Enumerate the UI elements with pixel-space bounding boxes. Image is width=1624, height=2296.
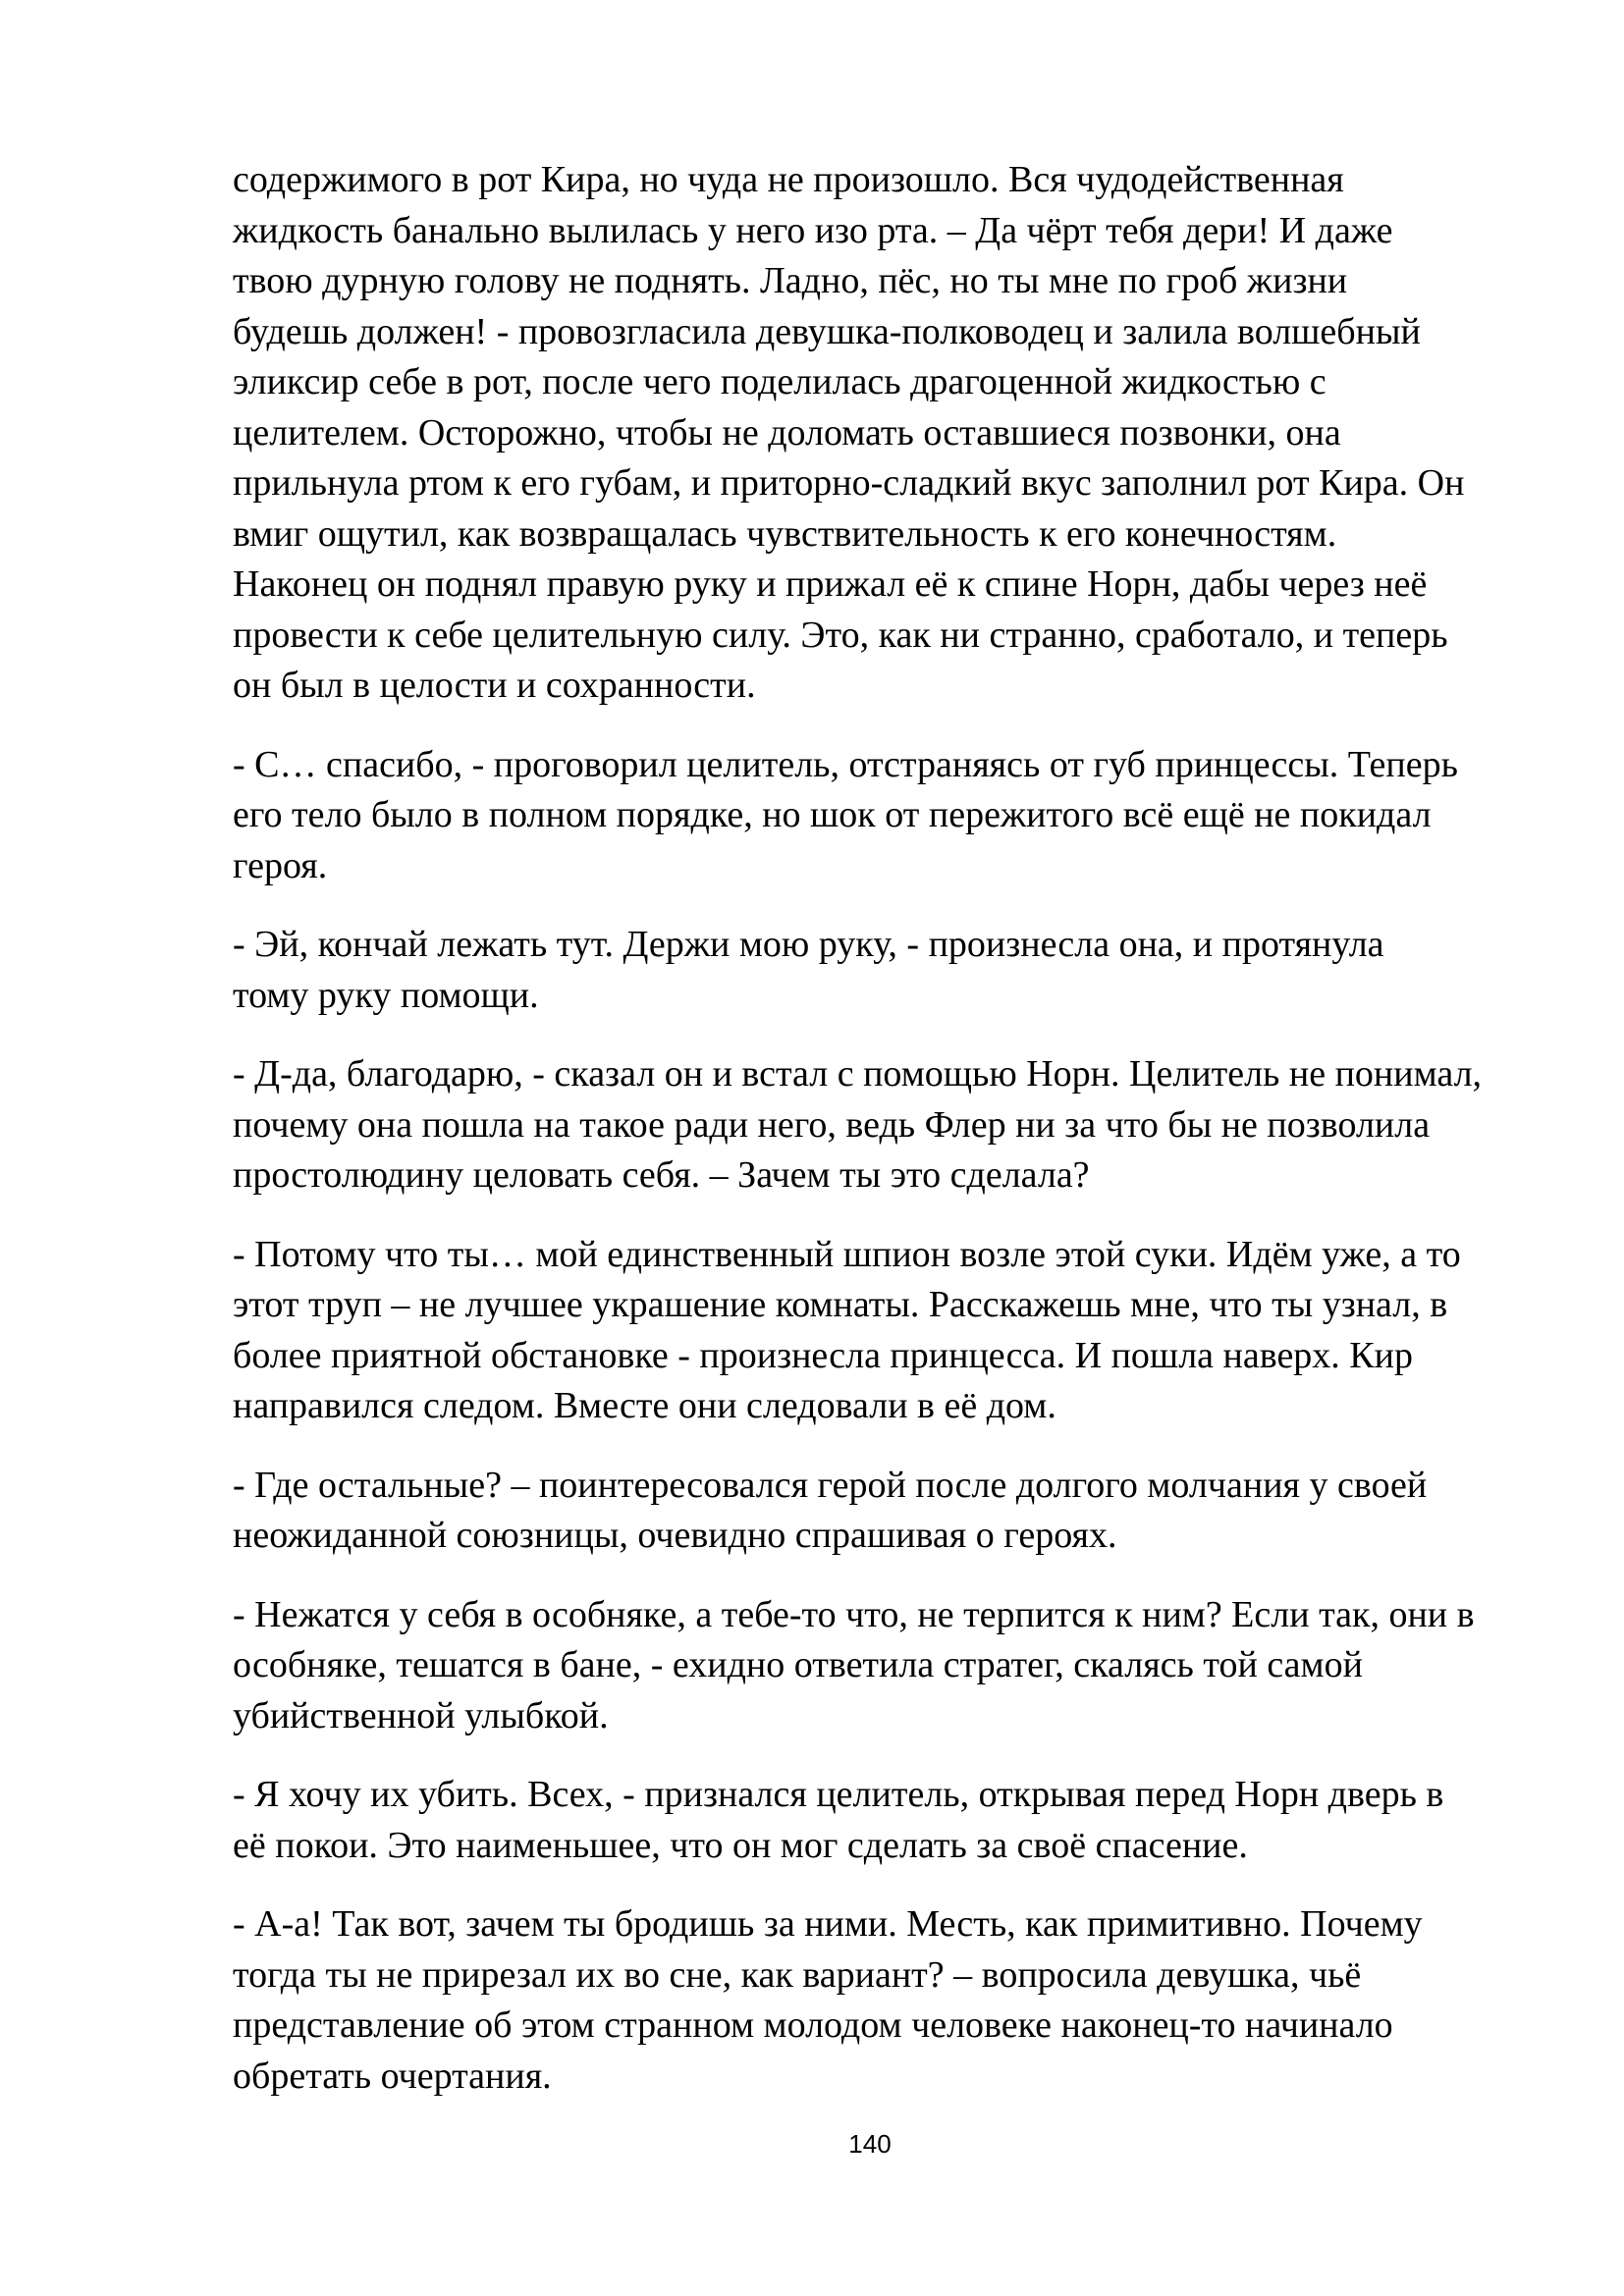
text-line: обретать очертания. <box>233 2055 552 2097</box>
text-line: простолюдину целовать себя. – Зачем ты это сделала? <box>233 1154 1090 1196</box>
text-line: представление об этом странном молодом человеке наконец-то начинало <box>233 2004 1393 2046</box>
text-line: прильнула ртом к его губам, и приторно-сладкий вкус заполнил рот Кира. Он <box>233 462 1465 504</box>
text-line: неожиданной союзницы, очевидно спрашивая о героях. <box>233 1515 1117 1556</box>
text-line: содержимого в рот Кира, но чуда не произошло. Вся чудодейственная <box>233 159 1344 200</box>
text-line: жидкость банально вылилась у него изо рта. – Да чёрт тебя дери! И даже <box>233 209 1393 251</box>
text-line: целителем. Осторожно, чтобы не доломать оставшиеся позвонки, она <box>233 411 1341 454</box>
text-line: - С… спасибо, - проговорил целитель, отстраняясь от губ принцессы. Теперь <box>233 743 1458 785</box>
paragraph <box>233 1770 1539 1871</box>
paragraph <box>233 1230 1539 1432</box>
text-line: тому руку помощи. <box>233 974 539 1016</box>
text-line: он был в целости и сохранности. <box>233 665 756 706</box>
text-line: почему она пошла на такое ради него, ведь Флер ни за что бы не позволила <box>233 1103 1431 1146</box>
text-line: вмиг ощутил, как возвращалась чувствительность к его конечностям. <box>233 512 1337 555</box>
paragraph <box>233 1461 1539 1562</box>
text-line: убийственной улыбкой. <box>233 1694 609 1736</box>
text-line: героя. <box>233 844 328 886</box>
paragraph <box>233 740 1539 892</box>
text-line: - Где остальные? – поинтересовался герой после долгого молчания у своей <box>233 1464 1428 1506</box>
paragraph <box>233 1049 1539 1201</box>
text-line: - А-а! Так вот, зачем ты бродишь за ними. Месть, как примитивно. Почему <box>233 1903 1423 1945</box>
text-line: - Эй, кончай лежать тут. Держи мою руку, - произнесла она, и протянула <box>233 924 1384 965</box>
text-line: - Нежатся у себя в особняке, а тебе-то что, не терпится к ним? Если так, они в <box>233 1593 1475 1635</box>
text-line: провести к себе целительную силу. Это, как ни странно, сработало, и теперь <box>233 614 1448 656</box>
paragraph <box>233 1590 1539 1742</box>
text-line: тогда ты не прирезал их во сне, как вариант? – вопросила девушка, чьё <box>233 1953 1362 1996</box>
paragraph <box>233 155 1539 712</box>
text-line: Наконец он поднял правую руку и прижал её к спине Норн, дабы через неё <box>233 563 1428 605</box>
text-line: этот труп – не лучшее украшение комнаты. Расскажешь мне, что ты узнал, в <box>233 1284 1448 1325</box>
text-line: - Потому что ты… мой единственный шпион возле этой суки. Идём уже, а то <box>233 1233 1461 1275</box>
text-line: его тело было в полном порядке, но шок от пережитого всё ещё не покидал <box>233 794 1432 835</box>
text-line: - Я хочу их убить. Всех, - признался целитель, открывая перед Норн дверь в <box>233 1774 1444 1815</box>
text-line: твою дурную голову не поднять. Ладно, пёс, но ты мне по гроб жизни <box>233 260 1348 301</box>
text-line: её покои. Это наименьшее, что он мог сделать за своё спасение. <box>233 1824 1248 1866</box>
text-line: будешь должен! - провозгласила девушка-полководец и залила волшебный <box>233 310 1421 352</box>
text-line: эликсир себе в рот, после чего поделилась драгоценной жидкостью с <box>233 361 1326 402</box>
page-number: 140 <box>848 2129 892 2159</box>
paragraph <box>233 1899 1539 2102</box>
text-line: - Д-да, благодарю, - сказал он и встал с помощью Норн. Целитель не понимал, <box>233 1053 1483 1095</box>
paragraph <box>233 920 1539 1021</box>
text-line: особняке, тешатся в бане, - ехидно ответила стратег, скалясь той самой <box>233 1644 1363 1685</box>
body-text <box>233 155 1539 2130</box>
text-line: направился следом. Вместе они следовали в её дом. <box>233 1385 1056 1426</box>
text-line: более приятной обстановке - произнесла принцесса. И пошла наверх. Кир <box>233 1334 1413 1376</box>
